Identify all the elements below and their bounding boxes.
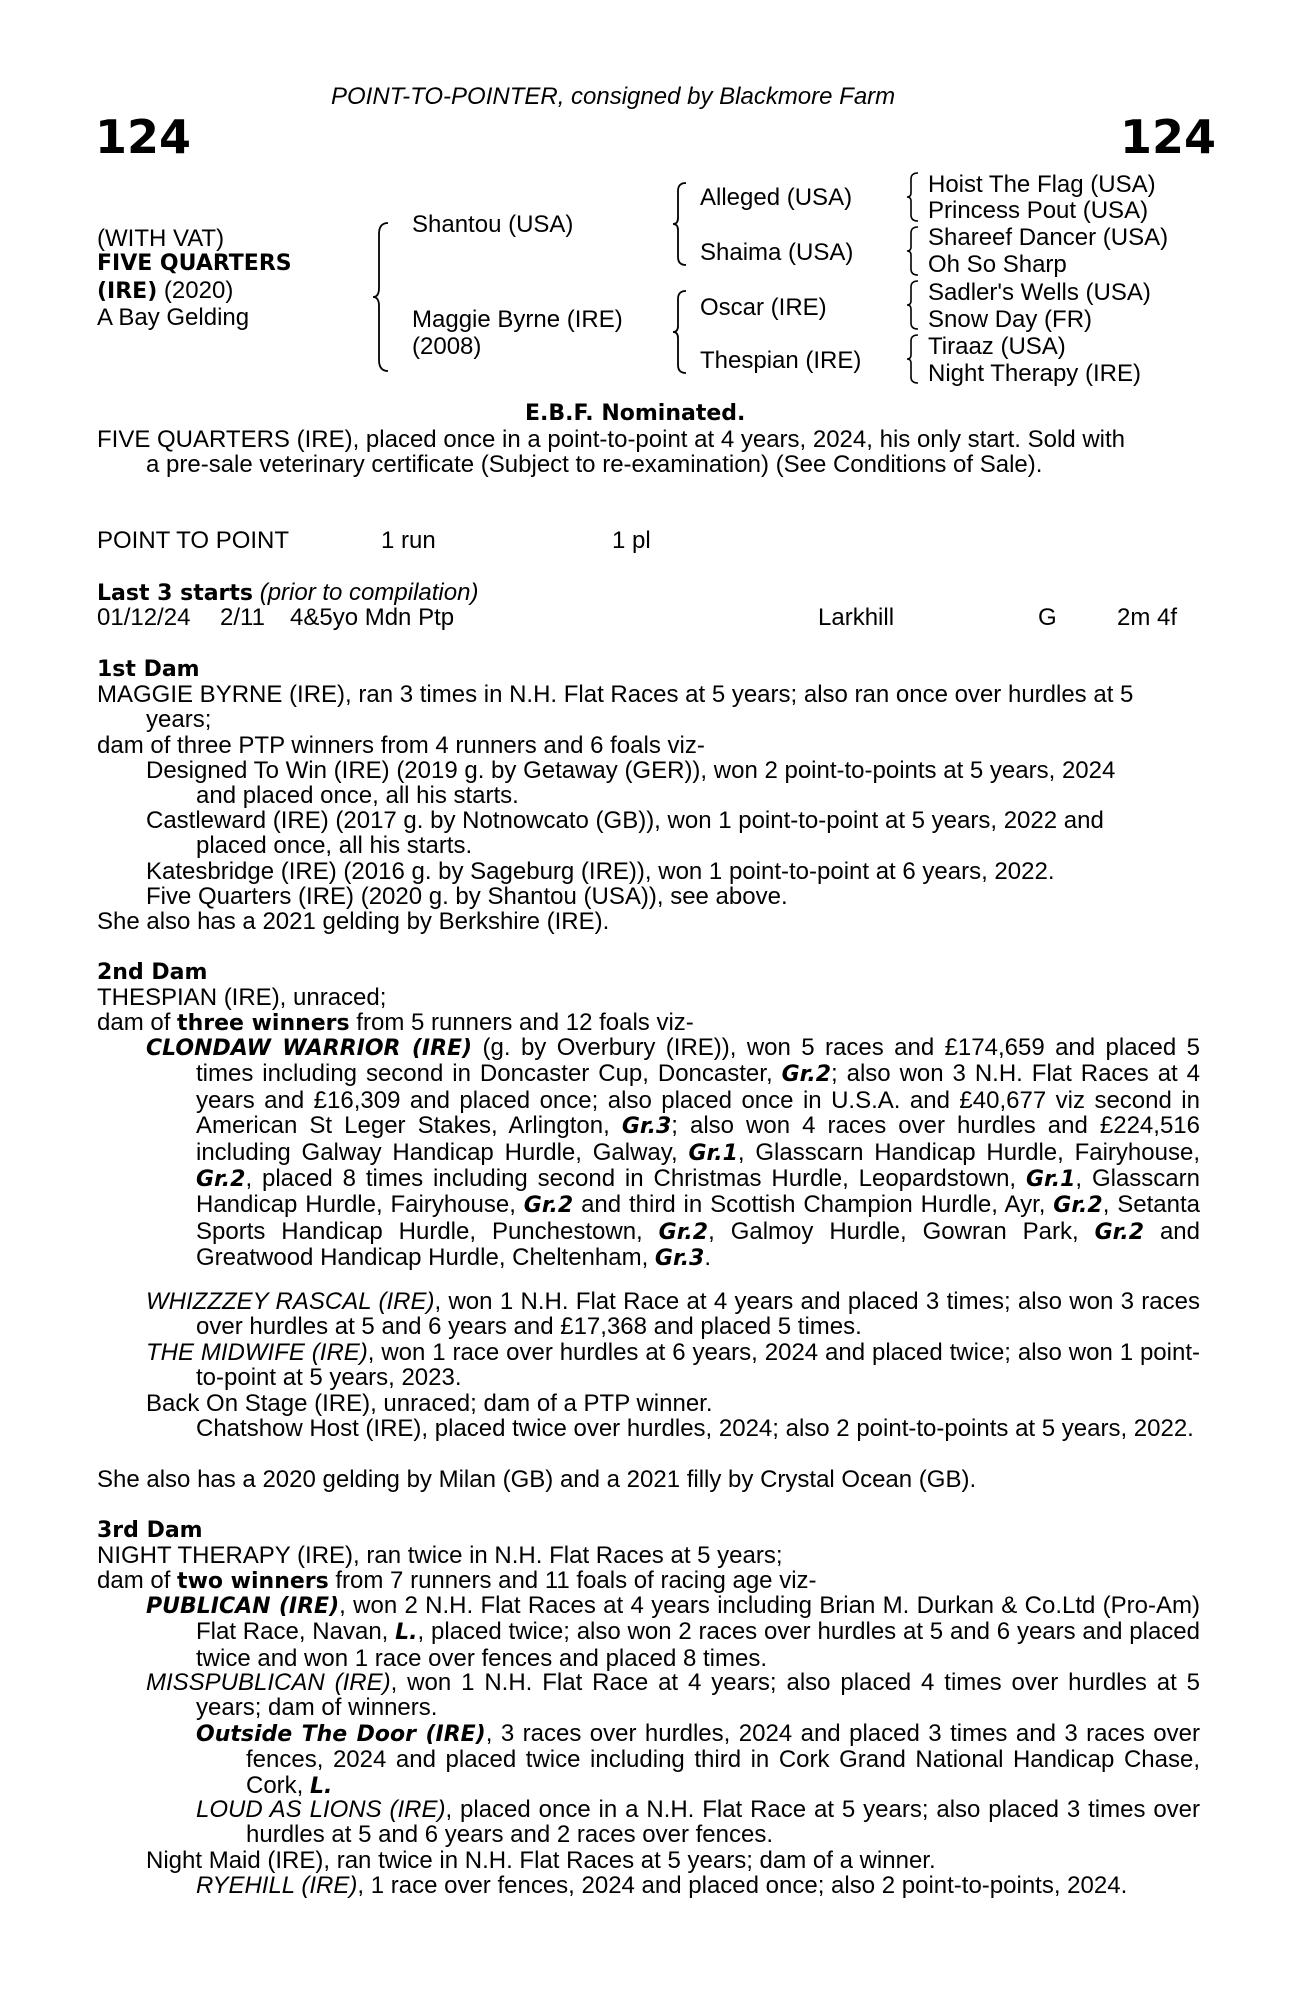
pedigree-brace-g3a [906, 172, 920, 222]
record-placings: 1 pl [612, 527, 651, 554]
last-starts-heading: Last 3 starts (prior to compilation) [97, 579, 479, 606]
dam1-heading: 1st Dam [97, 657, 200, 682]
pedigree-sire: Shantou (USA) [412, 211, 574, 238]
lot-number-right: 124 [1120, 110, 1217, 164]
start-course: Larkhill [818, 604, 895, 631]
dam3-publican: PUBLICAN (IRE), won 2 N.H. Flat Races at 4 years including Brian M. Durkan & Co.Ltd (Pro-Am) Flat Race, Navan, L., placed twice; also won 2 races over hurdles at 5 and 6 years and placed twice and won 1 race over fences and placed 8 times. [146, 1592, 1201, 1672]
dam1-offspring4: Five Quarters (IRE) (2020 g. by Shantou (USA)), see above. [146, 883, 788, 910]
vat-note: (WITH VAT) [97, 225, 225, 252]
dam3-night-maid: Night Maid (IRE), ran twice in N.H. Flat Races at 5 years; dam of a winner. [146, 1847, 936, 1874]
pedigree-brace-g3b [906, 226, 920, 276]
dam2-clondaw-warrior: CLONDAW WARRIOR (IRE) (g. by Overbury (IRE)), won 5 races and £174,659 and placed 5 times including second in Doncaster Cup, Doncaster, Gr.2; also won 3 N.H. Flat Races at 4 years and £16,309 and placed once; also placed once in U.S.A. and £40,677 viz second in American St Leger Stakes, Arlington, Gr.3; also won 4 races over hurdles and £224,516 including Galway Handicap Hurdle, Galway, Gr.1, Glasscarn Handicap Hurdle, Fairyhouse, Gr.2, placed 8 times including second in Christmas Hurdle, Leopardstown, Gr.1, Glasscarn Handicap Hurdle, Fairyhouse, Gr.2 and third in Scottish Champion Hurdle, Ayr, Gr.2, Setanta Sports Handicap Hurdle, Punchestown, Gr.2, Galmoy Hurdle, Gowran Park, Gr.2 and Greatwood Handicap Hurdle, Cheltenham, Gr.3. [146, 1034, 1201, 1272]
summary-line2: a pre-sale veterinary certificate (Subject to re-examination) (See Conditions of Sale). [146, 451, 1043, 478]
pedigree-dam-dam: Thespian (IRE) [700, 347, 862, 374]
pedigree-g4: Oh So Sharp [928, 251, 1067, 278]
dam2-line2: dam of three winners from 5 runners and 12 foals viz- [97, 1009, 694, 1036]
pedigree-g1: Hoist The Flag (USA) [928, 171, 1156, 198]
dam1-offspring2-cont: placed once, all his starts. [196, 832, 473, 859]
pedigree-g8: Night Therapy (IRE) [928, 360, 1141, 387]
pedigree-brace-sire [672, 182, 688, 266]
horse-origin-year: (IRE) (2020) [97, 277, 234, 304]
start-position: 2/11 [220, 604, 265, 631]
dam2-heading: 2nd Dam [97, 960, 208, 985]
record-runs: 1 run [381, 527, 436, 554]
pedigree-sire-sire: Alleged (USA) [700, 184, 853, 211]
lot-number-left: 124 [95, 110, 192, 164]
dam3-outside-the-door: Outside The Door (IRE), 3 races over hurdles, 2024 and placed 3 times and 3 races over fences, 2024 and placed twice including third in Cork Grand National Handicap Chase, Cork, L. [196, 1720, 1200, 1799]
dam1-also: She also has a 2021 gelding by Berkshire (IRE). [97, 908, 610, 935]
summary-line1: FIVE QUARTERS (IRE), placed once in a point-to-point at 4 years, 2024, his only start. Sold with [97, 426, 1126, 453]
start-date: 01/12/24 [97, 604, 191, 631]
dam1-line2: years; [146, 706, 212, 733]
ebf-nominated: E.B.F. Nominated. [525, 401, 746, 426]
dam1-offspring2: Castleward (IRE) (2017 g. by Notnowcato (GB)), won 1 point-to-point at 5 years, 2022 and [146, 807, 1104, 834]
dam3-line1: NIGHT THERAPY (IRE), ran twice in N.H. Flat Races at 5 years; [97, 1542, 783, 1569]
pedigree-dam: Maggie Byrne (IRE) [412, 306, 623, 333]
dam2-also: She also has a 2020 gelding by Milan (GB) and a 2021 filly by Crystal Ocean (GB). [97, 1466, 977, 1493]
dam1-offspring1-cont: and placed once, all his starts. [196, 782, 519, 809]
dam1-line1: MAGGIE BYRNE (IRE), ran 3 times in N.H. Flat Races at 5 years; also ran once over hurdles at 5 [97, 681, 1134, 708]
dam2-chatshow-host: Chatshow Host (IRE), placed twice over hurdles, 2024; also 2 point-to-points at 5 years, 2022. [196, 1415, 1194, 1442]
dam3-misspublican: MISSPUBLICAN (IRE), won 1 N.H. Flat Race at 4 years; also placed 4 times over hurdles at 5 years; dam of winners. [146, 1669, 1201, 1722]
dam1-line3: dam of three PTP winners from 4 runners and 6 foals viz- [97, 732, 705, 759]
dam3-ryehill: RYEHILL (IRE), 1 race over fences, 2024 and placed once; also 2 point-to-points, 2024. [196, 1872, 1128, 1899]
start-distance: 2m 4f [1117, 604, 1178, 631]
pedigree-g2: Princess Pout (USA) [928, 197, 1149, 224]
pedigree-g5: Sadler's Wells (USA) [928, 279, 1151, 306]
pedigree-brace-g3d [906, 334, 920, 384]
pedigree-brace-g3c [906, 280, 920, 330]
pedigree-dam-sire: Oscar (IRE) [700, 294, 827, 321]
dam1-offspring1: Designed To Win (IRE) (2019 g. by Getaway (GER)), won 2 point-to-points at 5 years, 2024 [146, 757, 1116, 784]
dam2-the-midwife: THE MIDWIFE (IRE), won 1 race over hurdles at 6 years, 2024 and placed twice; also won 1 point-to-point at 5 years, 2023. [146, 1339, 1200, 1392]
pedigree-brace-gen1 [372, 222, 390, 372]
horse-description: A Bay Gelding [97, 304, 250, 331]
dam2-whizzzey-rascal: WHIZZZEY RASCAL (IRE), won 1 N.H. Flat Race at 4 years and placed 3 times; also won 3 races over hurdles at 5 and 6 years and £17,368 and placed 5 times. [146, 1288, 1200, 1341]
pedigree-g3: Shareef Dancer (USA) [928, 224, 1169, 251]
dam3-loud-as-lions: LOUD AS LIONS (IRE), placed once in a N.H. Flat Race at 5 years; also placed 3 times over hurdles at 5 and 6 years and 2 races over fences. [196, 1796, 1201, 1849]
pedigree-brace-dam [672, 290, 688, 374]
consignment-line: POINT-TO-POINTER, consigned by Blackmore Farm [331, 83, 896, 110]
dam2-back-on-stage: Back On Stage (IRE), unraced; dam of a PTP winner. [146, 1390, 713, 1417]
record-label: POINT TO POINT [97, 527, 290, 554]
pedigree-g6: Snow Day (FR) [928, 306, 1093, 333]
dam3-heading: 3rd Dam [97, 1518, 203, 1543]
horse-name: FIVE QUARTERS [97, 251, 292, 276]
dam1-offspring3: Katesbridge (IRE) (2016 g. by Sageburg (IRE)), won 1 point-to-point at 6 years, 2022. [146, 858, 1055, 885]
dam2-line1: THESPIAN (IRE), unraced; [97, 984, 387, 1011]
pedigree-g7: Tiraaz (USA) [928, 333, 1066, 360]
pedigree-dam-year: (2008) [412, 333, 482, 360]
dam3-line2: dam of two winners from 7 runners and 11 foals of racing age viz- [97, 1567, 817, 1594]
pedigree-sire-dam: Shaima (USA) [700, 239, 854, 266]
start-going: G [1038, 604, 1057, 631]
start-race: 4&5yo Mdn Ptp [290, 604, 455, 631]
